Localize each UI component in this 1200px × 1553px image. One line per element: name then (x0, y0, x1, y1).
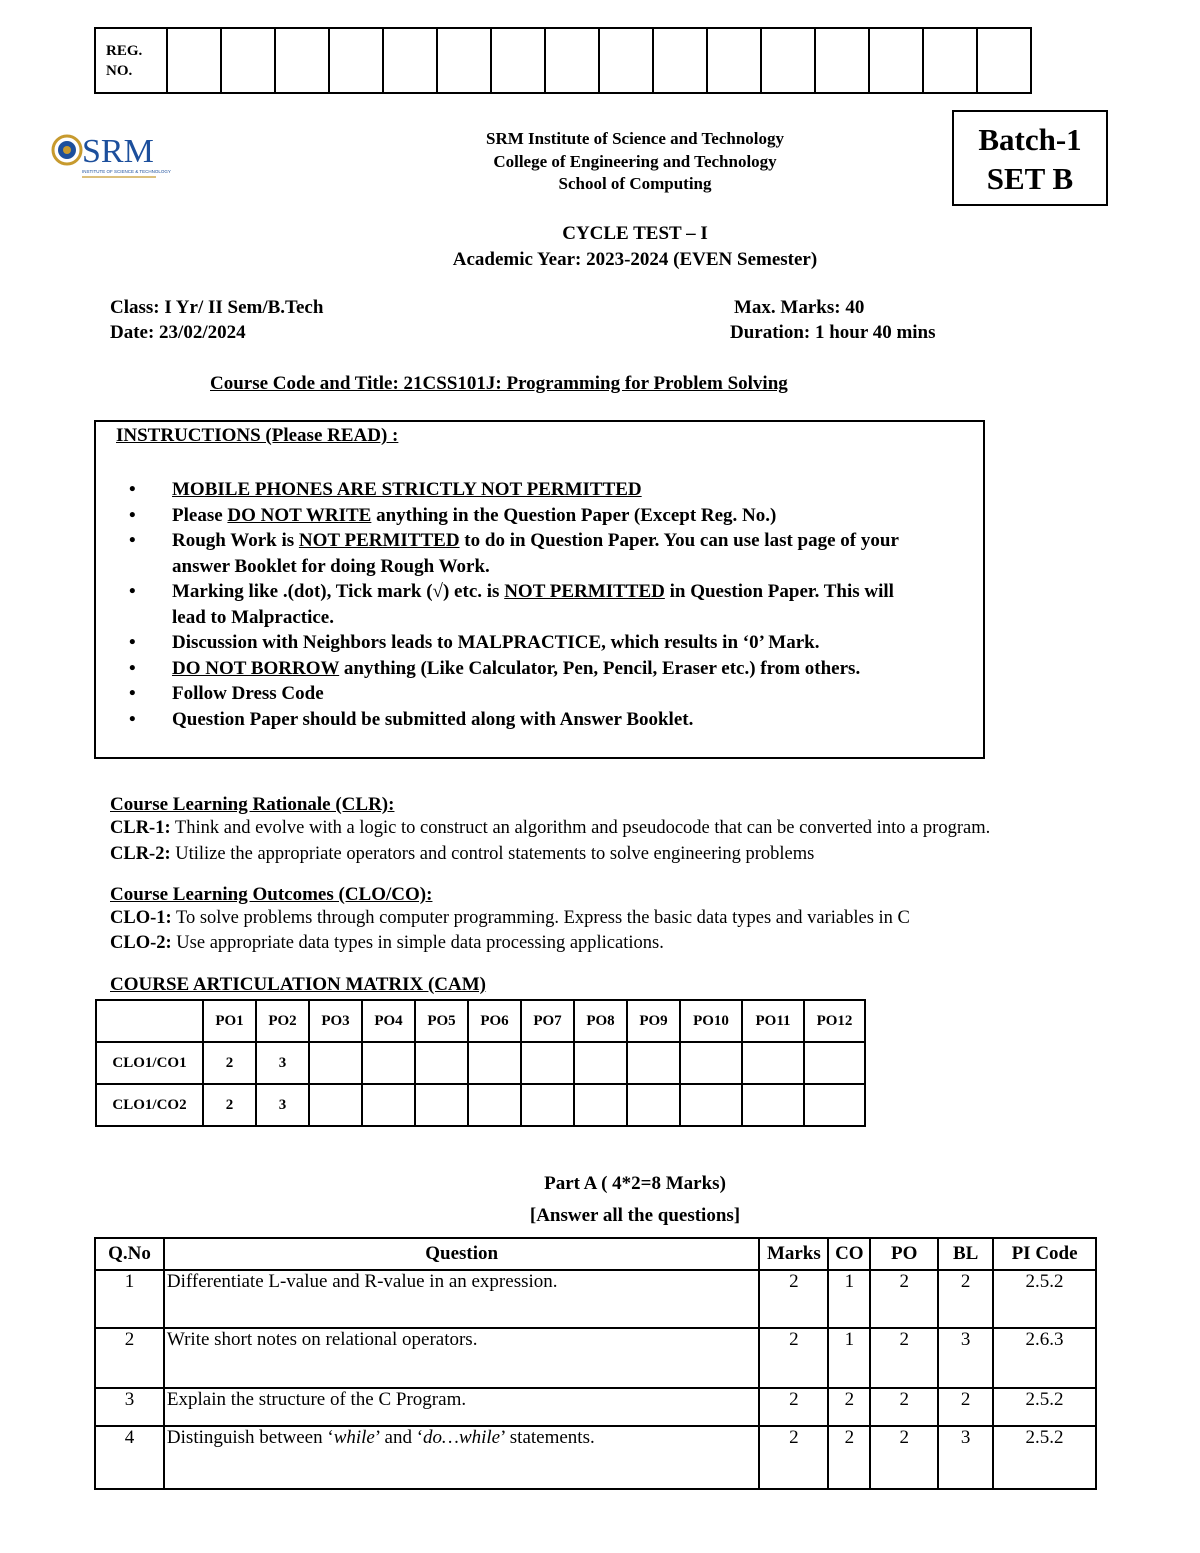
question-marks: 2 (759, 1328, 828, 1388)
question-pi-code: 2.5.2 (993, 1270, 1096, 1328)
max-marks: Max. Marks: 40 (734, 297, 865, 318)
question-text: Distinguish between ‘while’ and ‘do…while’ statements. (164, 1426, 759, 1489)
cam-cell (521, 1042, 574, 1084)
reg-cell (545, 28, 599, 93)
question-bl: 2 (938, 1388, 993, 1426)
cam-cell (574, 1042, 627, 1084)
cam-header-cell: PO1 (203, 1000, 256, 1042)
cam-cell (680, 1084, 742, 1126)
reg-cell (869, 28, 923, 93)
questions-table (94, 1237, 1097, 1490)
question-bl: 3 (938, 1328, 993, 1388)
cam-cell (804, 1084, 865, 1126)
srm-logo (52, 126, 171, 182)
cam-table (95, 999, 866, 1127)
cam-header-cell (96, 1000, 203, 1042)
cam-cell (627, 1042, 680, 1084)
cam-header-cell: PO9 (627, 1000, 680, 1042)
reg-no-label: REG. NO. (95, 28, 167, 93)
cam-cell (804, 1042, 865, 1084)
exam-title: CYCLE TEST – I (562, 223, 708, 244)
cam-header-cell: PO5 (415, 1000, 468, 1042)
reg-cell (761, 28, 815, 93)
cam-cell (627, 1084, 680, 1126)
instruction-item: • Please DO NOT WRITE anything in the Question Paper (Except Reg. No.) (129, 503, 929, 529)
header-bl: BL (938, 1238, 993, 1270)
reg-cell (221, 28, 275, 93)
question-row (95, 1270, 1096, 1328)
question-pi-code: 2.6.3 (993, 1328, 1096, 1388)
question-text: Differentiate L-value and R-value in an expression. (164, 1270, 759, 1328)
cam-cell (742, 1084, 804, 1126)
reg-cell (383, 28, 437, 93)
exam-date: Date: 23/02/2024 (110, 322, 246, 343)
reg-cell (167, 28, 221, 93)
questions-header-row (95, 1238, 1096, 1270)
cam-header-cell: PO6 (468, 1000, 521, 1042)
instruction-item: • Rough Work is NOT PERMITTED to do in Question Paper. You can use last page of your answer Booklet for doing Rough Work. (129, 528, 929, 579)
cam-header-row (96, 1000, 865, 1042)
cam-header-cell: PO2 (256, 1000, 309, 1042)
question-number: 4 (95, 1426, 164, 1489)
institute-name: SRM Institute of Science and Technology (486, 129, 784, 148)
question-number: 3 (95, 1388, 164, 1426)
course-title: Course Code and Title: 21CSS101J: Programming for Problem Solving (210, 373, 788, 394)
part-a-title: Part A ( 4*2=8 Marks) (544, 1173, 726, 1194)
reg-cell (329, 28, 383, 93)
cam-cell (309, 1042, 362, 1084)
reg-cell (437, 28, 491, 93)
cam-cell: CLO1/CO2 (96, 1084, 203, 1126)
exam-heading (300, 221, 970, 273)
instruction-item: • MOBILE PHONES ARE STRICTLY NOT PERMITTED (129, 477, 929, 503)
reg-no-box (94, 27, 1032, 94)
question-text: Write short notes on relational operators. (164, 1328, 759, 1388)
question-text: Explain the structure of the C Program. (164, 1388, 759, 1426)
question-marks: 2 (759, 1426, 828, 1489)
question-row (95, 1328, 1096, 1388)
cam-header-cell: PO3 (309, 1000, 362, 1042)
question-co: 1 (828, 1270, 870, 1328)
cam-header-cell: PO4 (362, 1000, 415, 1042)
cam-row (96, 1042, 865, 1084)
clr-1: CLR-1: Think and evolve with a logic to construct an algorithm and pseudocode that can be converted into a program. (110, 818, 991, 838)
clo-1: CLO-1: To solve problems through computer programming. Express the basic data types and variables in C (110, 908, 910, 928)
reg-cell (275, 28, 329, 93)
reg-cell (491, 28, 545, 93)
clr-title: Course Learning Rationale (CLR): (110, 794, 395, 815)
reg-cell (653, 28, 707, 93)
cam-row (96, 1084, 865, 1126)
batch-set-box (952, 110, 1108, 206)
instructions-list (129, 477, 929, 732)
question-po: 2 (870, 1426, 938, 1489)
clo-title: Course Learning Outcomes (CLO/CO): (110, 884, 433, 905)
header-marks: Marks (759, 1238, 828, 1270)
duration: Duration: 1 hour 40 mins (730, 322, 936, 343)
cam-cell (521, 1084, 574, 1126)
academic-year: Academic Year: 2023-2024 (EVEN Semester) (452, 249, 818, 270)
header-po: PO (870, 1238, 938, 1270)
instruction-item: • Marking like .(dot), Tick mark (√) etc. is NOT PERMITTED in Question Paper. This will lead to Malpractice. (129, 579, 929, 630)
set-label: SET B (986, 161, 1074, 196)
cam-cell: 2 (203, 1042, 256, 1084)
reg-cell (599, 28, 653, 93)
question-number: 2 (95, 1328, 164, 1388)
cam-cell: 3 (256, 1042, 309, 1084)
cam-header-cell: PO8 (574, 1000, 627, 1042)
cam-cell (362, 1084, 415, 1126)
reg-cell (707, 28, 761, 93)
question-bl: 3 (938, 1426, 993, 1489)
question-number: 1 (95, 1270, 164, 1328)
instruction-item: • Question Paper should be submitted along with Answer Booklet. (129, 707, 929, 733)
cam-cell (415, 1042, 468, 1084)
part-a-heading (300, 1168, 970, 1232)
header-pi-code: PI Code (993, 1238, 1096, 1270)
cam-header-cell: PO7 (521, 1000, 574, 1042)
school-name: School of Computing (558, 174, 712, 193)
question-co: 2 (828, 1388, 870, 1426)
cam-cell (362, 1042, 415, 1084)
class-info: Class: I Yr/ II Sem/B.Tech (110, 297, 324, 318)
cam-cell (468, 1084, 521, 1126)
instruction-item: • Follow Dress Code (129, 681, 929, 707)
instruction-item: • Discussion with Neighbors leads to MALPRACTICE, which results in ‘0’ Mark. (129, 630, 929, 656)
header-co: CO (828, 1238, 870, 1270)
question-marks: 2 (759, 1388, 828, 1426)
reg-cell (923, 28, 977, 93)
cam-cell: CLO1/CO1 (96, 1042, 203, 1084)
logo-tagline: INSTITUTE OF SCIENCE & TECHNOLOGY (82, 169, 171, 174)
cam-header-cell: PO12 (804, 1000, 865, 1042)
question-bl: 2 (938, 1270, 993, 1328)
cam-header-cell: PO11 (742, 1000, 804, 1042)
college-name: College of Engineering and Technology (493, 151, 777, 171)
cam-cell (468, 1042, 521, 1084)
cam-title: COURSE ARTICULATION MATRIX (CAM) (110, 974, 487, 995)
cam-cell: 2 (203, 1084, 256, 1126)
clr-2: CLR-2: Utilize the appropriate operators and control statements to solve engineering problems (110, 844, 815, 864)
clo-2: CLO-2: Use appropriate data types in simple data processing applications. (110, 933, 664, 953)
cam-cell (742, 1042, 804, 1084)
header-qno: Q.No (95, 1238, 164, 1270)
cam-cell (309, 1084, 362, 1126)
question-pi-code: 2.5.2 (993, 1426, 1096, 1489)
instructions-title: INSTRUCTIONS (Please READ) : (116, 425, 399, 446)
cam-cell (415, 1084, 468, 1126)
header-question: Question (164, 1238, 759, 1270)
question-po: 2 (870, 1388, 938, 1426)
question-po: 2 (870, 1328, 938, 1388)
instructions-box (94, 420, 985, 759)
question-co: 1 (828, 1328, 870, 1388)
cam-cell (680, 1042, 742, 1084)
cam-cell: 3 (256, 1084, 309, 1126)
cam-header-cell: PO10 (680, 1000, 742, 1042)
reg-cell (977, 28, 1031, 93)
reg-cell (815, 28, 869, 93)
institution-header (400, 128, 870, 196)
question-po: 2 (870, 1270, 938, 1328)
instruction-item: • DO NOT BORROW anything (Like Calculator, Pen, Pencil, Eraser etc.) from others. (129, 656, 929, 682)
batch-label: Batch-1 (978, 122, 1082, 157)
question-pi-code: 2.5.2 (993, 1388, 1096, 1426)
question-row (95, 1388, 1096, 1426)
cam-cell (574, 1084, 627, 1126)
question-marks: 2 (759, 1270, 828, 1328)
logo-text: SRM (82, 133, 154, 170)
part-a-subtitle: [Answer all the questions] (529, 1205, 741, 1226)
question-co: 2 (828, 1426, 870, 1489)
question-row (95, 1426, 1096, 1489)
